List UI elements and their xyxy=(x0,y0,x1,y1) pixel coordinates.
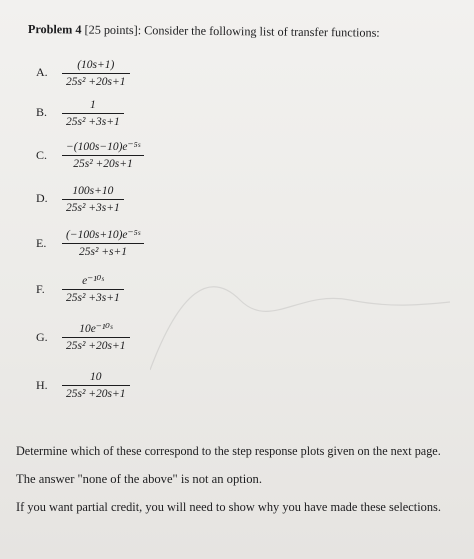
item-letter: A. xyxy=(36,65,48,79)
fraction-bar xyxy=(62,385,130,386)
denominator: 25s² +3s+1 xyxy=(66,292,120,304)
numerator: 1 xyxy=(90,99,96,111)
problem-header xyxy=(28,22,464,42)
numerator: 10 xyxy=(90,371,102,383)
fraction-bar xyxy=(62,155,144,156)
fraction xyxy=(62,140,144,171)
item-letter: H. xyxy=(36,378,48,392)
numerator: −(100s−10)e⁻⁵ˢ xyxy=(66,141,141,153)
item-letter: B. xyxy=(36,105,48,119)
problem-instruction: : Consider the following list of transfer functions: xyxy=(137,23,380,40)
bleed-through-curve xyxy=(150,230,450,430)
denominator: 25s² +3s+1 xyxy=(66,202,120,214)
denominator: 25s² +3s+1 xyxy=(66,116,120,128)
problem-points: [25 points] xyxy=(84,22,138,38)
fraction-bar xyxy=(62,289,124,290)
fraction-bar xyxy=(62,73,130,74)
fraction xyxy=(62,98,124,129)
denominator: 25s² +20s+1 xyxy=(66,340,126,352)
fraction-bar xyxy=(62,199,124,200)
instruction-line-3: If you want partial credit, you will need to show why you have made these selections. xyxy=(16,500,441,514)
instruction-line-1: Determine which of these correspond to the step response plots given on the next page. xyxy=(16,444,441,458)
fraction xyxy=(62,322,130,353)
fraction-bar xyxy=(62,243,144,244)
denominator: 25s² +20s+1 xyxy=(73,158,133,170)
item-letter: E. xyxy=(36,236,47,250)
numerator: (10s+1) xyxy=(77,59,115,71)
numerator: 10e⁻¹⁰ˢ xyxy=(79,323,113,335)
fraction xyxy=(62,228,144,259)
problem-label: Problem 4 xyxy=(27,22,82,37)
item-letter: C. xyxy=(36,148,48,162)
numerator: 100s+10 xyxy=(72,185,114,197)
denominator: 25s² +s+1 xyxy=(78,246,128,258)
instruction-line-2: The answer "none of the above" is not an option. xyxy=(16,472,263,486)
item-letter: F. xyxy=(36,282,45,296)
fraction xyxy=(62,274,124,305)
denominator: 25s² +20s+1 xyxy=(66,76,126,88)
item-letter: G. xyxy=(36,330,48,344)
numerator: (−100s+10)e⁻⁵ˢ xyxy=(66,229,141,241)
fraction-bar xyxy=(62,337,130,338)
fraction-bar xyxy=(62,113,124,114)
fraction xyxy=(62,184,124,215)
item-letter: D. xyxy=(36,191,48,205)
fraction xyxy=(62,370,130,401)
fraction xyxy=(62,58,130,89)
numerator: e⁻¹⁰ˢ xyxy=(82,275,104,287)
denominator: 25s² +20s+1 xyxy=(66,388,126,400)
